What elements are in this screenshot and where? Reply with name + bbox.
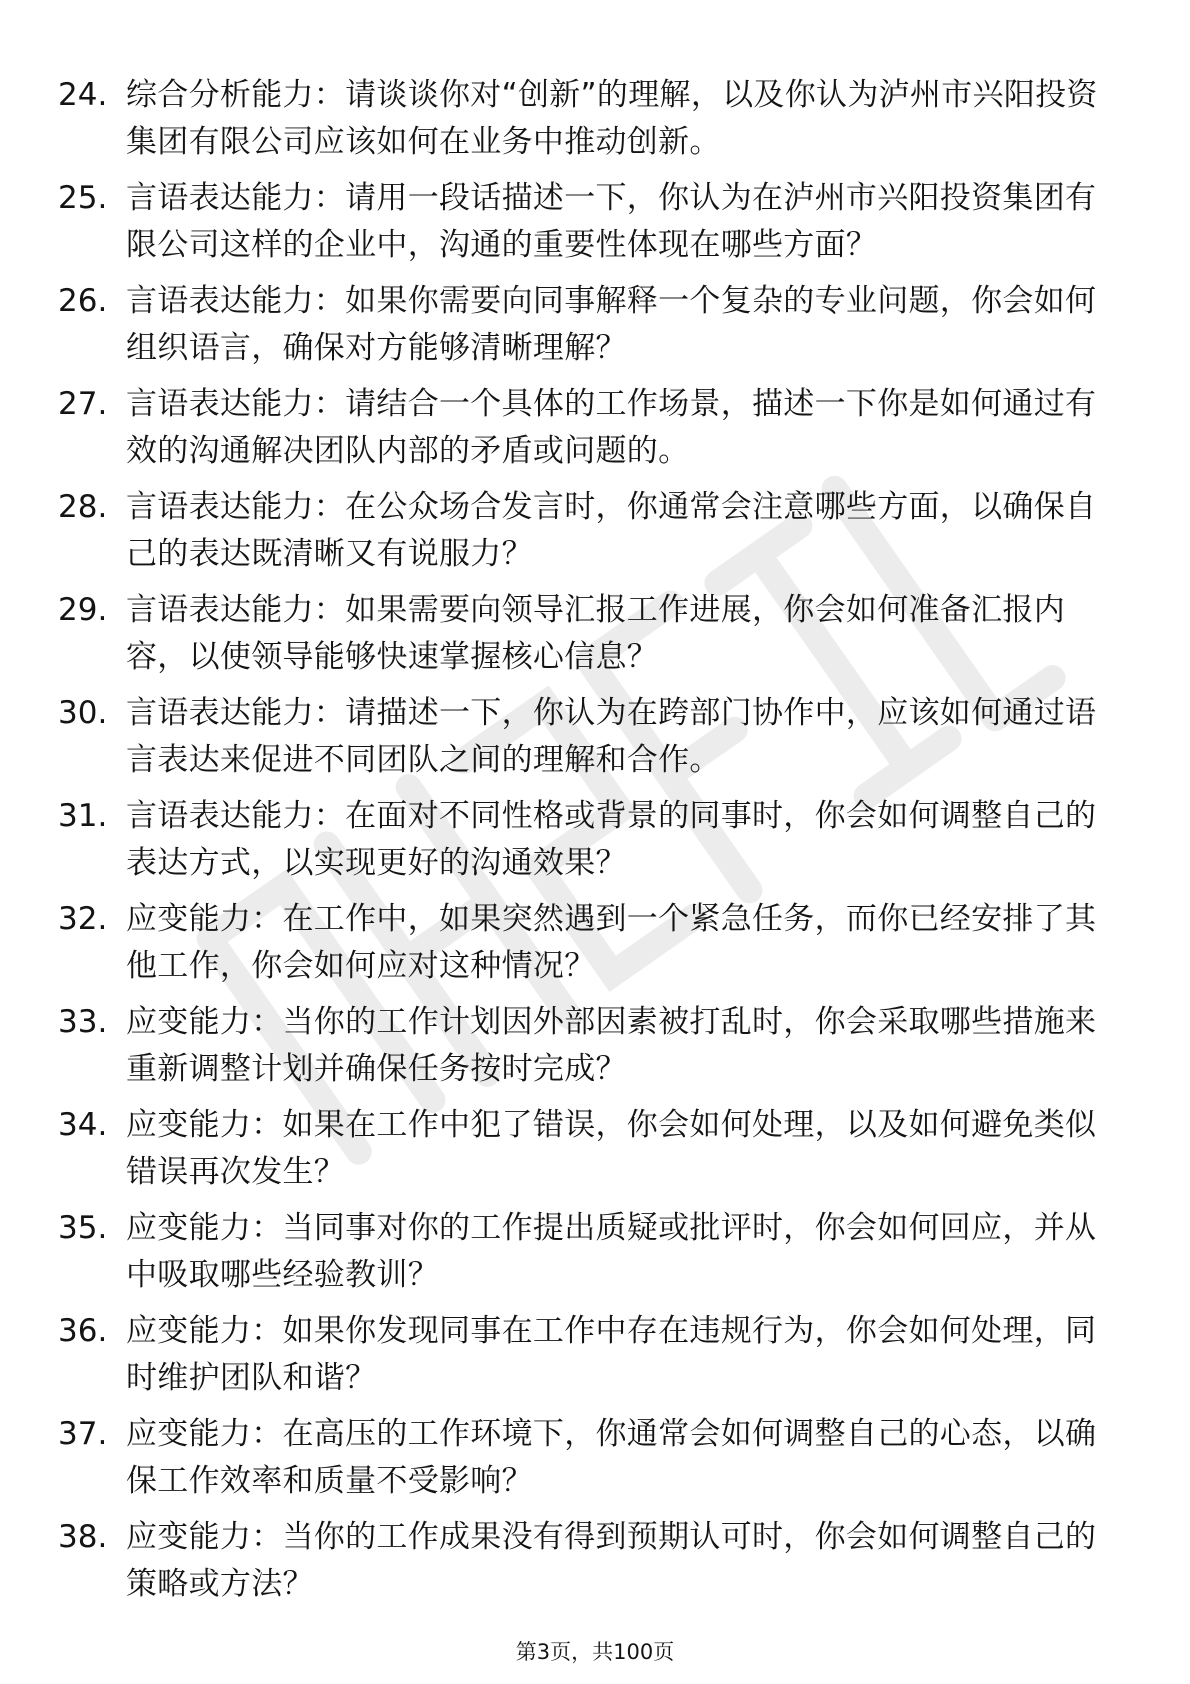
list-item [58,587,1118,690]
question-number: 25. [58,180,108,216]
list-item [58,72,1118,175]
page-footer: 第3页，共100页 [515,1640,675,1664]
question-text: 应变能力：在工作中，如果突然遇到一个紧急任务，而你已经安排了其他工作，你会如何应对这种情况？ [126,901,1097,984]
list-item [58,381,1118,484]
question-text: 言语表达能力：请用一段话描述一下，你认为在泸州市兴阳投资集团有限公司这样的企业中，沟通的重要性体现在哪些方面？ [126,180,1097,263]
list-item [58,484,1118,587]
list-item [58,690,1118,793]
question-text: 应变能力：当同事对你的工作提出质疑或批评时，你会如何回应，并从中吸取哪些经验教训？ [126,1210,1097,1293]
question-number: 32. [58,901,108,937]
question-number: 33. [58,1004,108,1040]
question-text: 应变能力：在高压的工作环境下，你通常会如何调整自己的心态，以确保工作效率和质量不受影响？ [126,1416,1097,1499]
list-item [58,793,1118,896]
question-number: 29. [58,592,108,628]
question-text: 言语表达能力：在公众场合发言时，你通常会注意哪些方面，以确保自己的表达既清晰又有说服力？ [126,489,1097,572]
question-number: 31. [58,798,108,834]
question-number: 28. [58,489,108,525]
question-text: 应变能力：如果在工作中犯了错误，你会如何处理，以及如何避免类似错误再次发生？ [126,1107,1097,1190]
question-text: 言语表达能力：如果需要向领导汇报工作进展，你会如何准备汇报内容，以使领导能够快速掌握核心信息？ [126,592,1065,675]
list-item [58,278,1118,381]
question-text: 言语表达能力：在面对不同性格或背景的同事时，你会如何调整自己的表达方式，以实现更好的沟通效果？ [126,798,1097,881]
question-text: 言语表达能力：请结合一个具体的工作场景，描述一下你是如何通过有效的沟通解决团队内部的矛盾或问题的。 [126,386,1097,469]
question-number: 37. [58,1416,108,1452]
question-text: 言语表达能力：请描述一下，你认为在跨部门协作中，应该如何通过语言表达来促进不同团队之间的理解和合作。 [126,695,1097,778]
list-item [58,1205,1118,1308]
question-number: 35. [58,1210,108,1246]
list-item [58,896,1118,999]
question-number: 27. [58,386,108,422]
question-number: 34. [58,1107,108,1143]
question-text: 应变能力：当你的工作计划因外部因素被打乱时，你会采取哪些措施来重新调整计划并确保任务按时完成？ [126,1004,1097,1087]
question-text: 应变能力：如果你发现同事在工作中存在违规行为，你会如何处理，同时维护团队和谐？ [126,1313,1097,1396]
question-number: 30. [58,695,108,731]
question-number: 24. [58,77,108,113]
list-item [58,1411,1118,1514]
question-number: 36. [58,1313,108,1349]
question-number: 38. [58,1519,108,1555]
list-item [58,999,1118,1102]
question-text: 综合分析能力：请谈谈你对“创新”的理解，以及你认为泸州市兴阳投资集团有限公司应该如何在业务中推动创新。 [126,77,1098,160]
question-text: 言语表达能力：如果你需要向同事解释一个复杂的专业问题，你会如何组织语言，确保对方能够清晰理解？ [126,283,1097,366]
question-number: 26. [58,283,108,319]
list-item [58,175,1118,278]
list-item [58,1308,1118,1411]
question-list [58,72,1118,1617]
list-item [58,1514,1118,1617]
list-item [58,1102,1118,1205]
question-text: 应变能力：当你的工作成果没有得到预期认可时，你会如何调整自己的策略或方法？ [126,1519,1097,1602]
